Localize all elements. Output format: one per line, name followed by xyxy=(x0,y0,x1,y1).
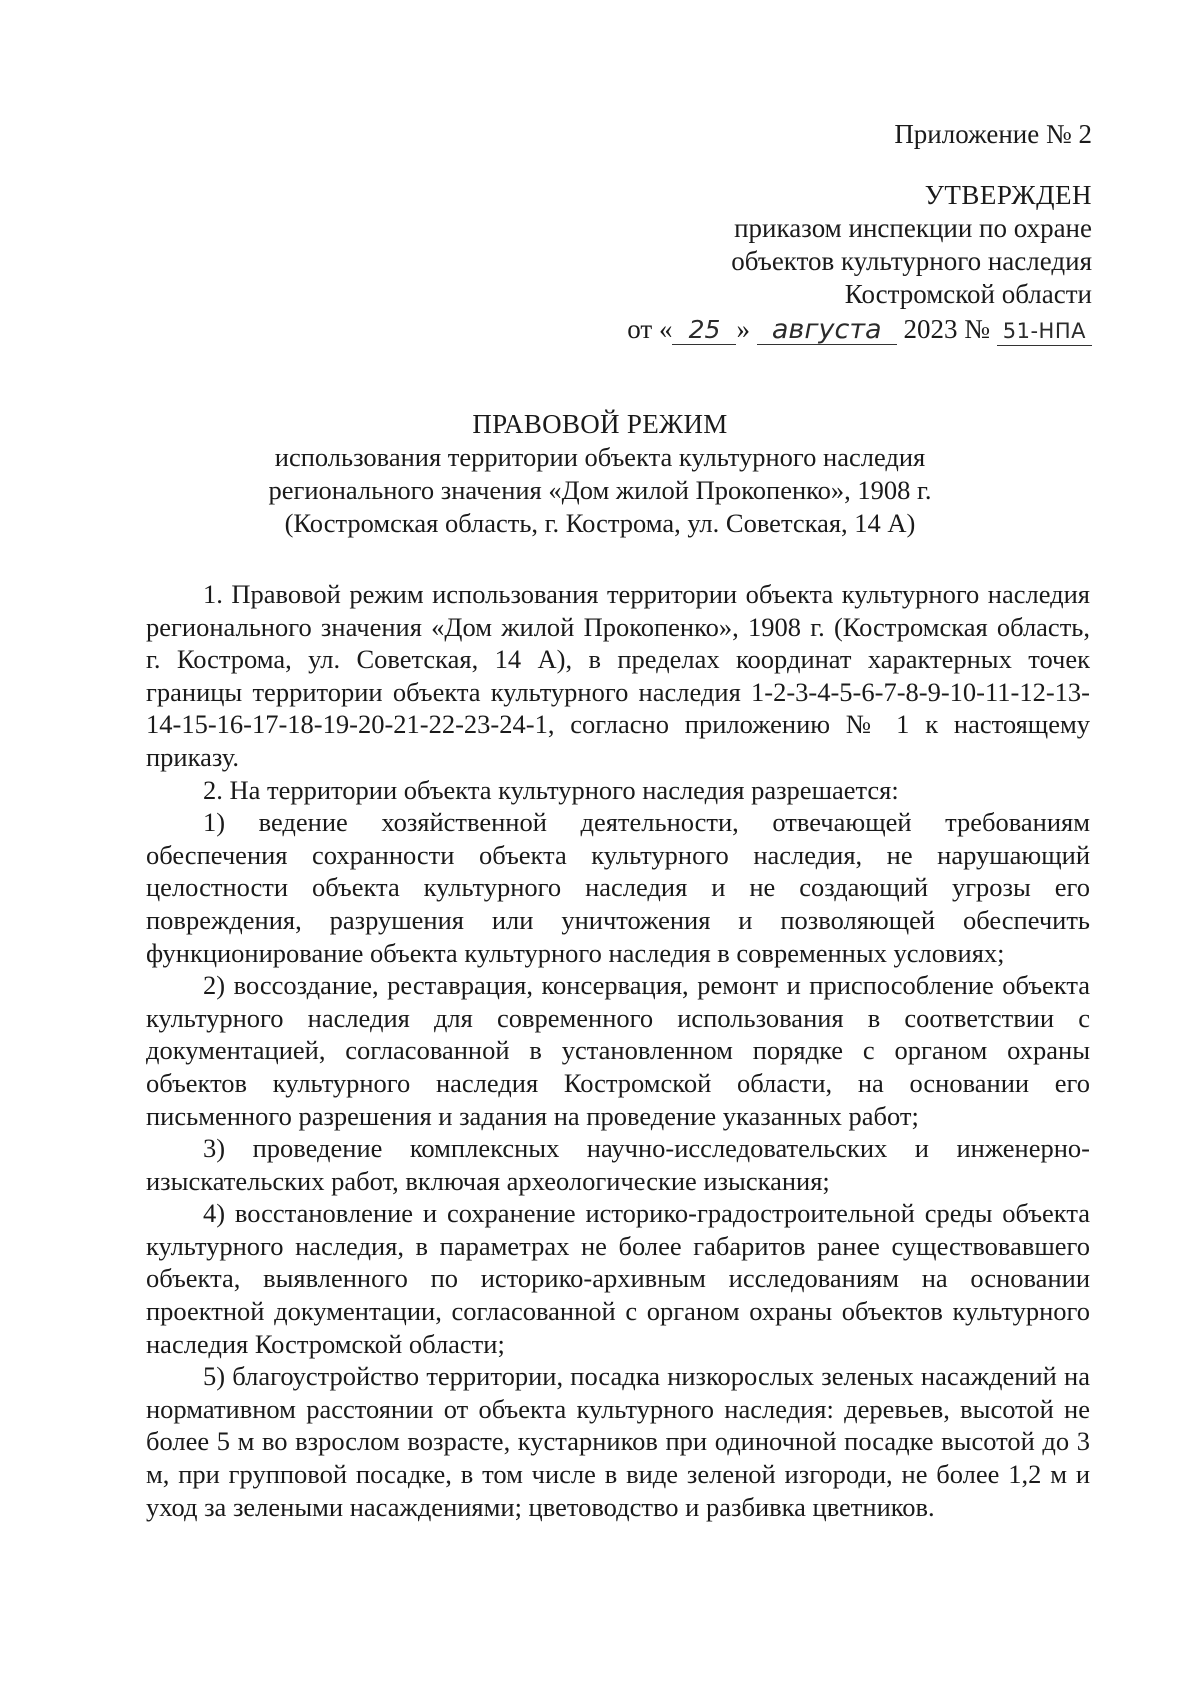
title-line-2: регионального значения «Дом жилой Прокопенко», 1908 г. xyxy=(268,475,932,505)
list-item-2: 2) воссоздание, реставрация, консервация, ремонт и приспособление объекта культурного наследия для современного использования в соответствии с документацией, согласованной в установленном порядке с органом охраны объектов культурного наследия Костромской области, на основании его письменного разрешения и задания на проведение указанных работ; xyxy=(146,970,1090,1131)
handwritten-order-number: 51-НПА xyxy=(997,317,1092,346)
title-line-3: (Костромская область, г. Кострома, ул. Советская, 14 А) xyxy=(284,508,916,538)
paragraph-2: 2. На территории объекта культурного наследия разрешается: xyxy=(203,774,899,805)
approved-heading: УТВЕРЖДЕН xyxy=(924,180,1092,210)
list-item-4: 4) восстановление и сохранение историко-градостроительной среды объекта культурного наследия, в параметрах не более габаритов ранее существовавшего объекта, выявленного по историко-архивным исследованиям на основании проектной документации, согласованной с органом охраны объектов культурного наследия Костромской области; xyxy=(146,1198,1090,1359)
title-line-1: использования территории объекта культурного наследия xyxy=(274,442,926,472)
handwritten-day: 25 xyxy=(672,316,736,345)
handwritten-month: августа xyxy=(757,316,897,345)
annex-number: Приложение № 2 xyxy=(894,119,1092,149)
list-item-1: 1) ведение хозяйственной деятельности, отвечающей требованиям обеспечения сохранности объекта культурного наследия, не нарушающий целостности объекта культурного наследия и не создающий угрозы его повреждения, разрушения или уничтожения и позволяющей обеспечить функционирование объекта культурного наследия в современных условиях; xyxy=(146,807,1090,968)
document-title: ПРАВОВОЙ РЕЖИМ xyxy=(472,409,728,439)
list-item-5: 5) благоустройство территории, посадка низкорослых зеленых насаждений на нормативном расстоянии от объекта культурного наследия: деревьев, высотой не более 5 м во взрослом возрасте, кустарников при одиночной посадке высотой до 3 м, при групповой посадке, в том числе в виде зеленой изгороди, не более 1,2 м и уход за зелеными насаждениями; цветоводство и разбивка цветников. xyxy=(146,1361,1090,1522)
date-mid: » xyxy=(736,314,750,344)
list-item-3: 3) проведение комплексных научно-исследовательских и инженерно-изыскательских работ, включая археологические изыскания; xyxy=(146,1133,1090,1196)
document-body xyxy=(146,578,1090,1523)
paragraph-1: 1. Правовой режим использования территории объекта культурного наследия регионального значения «Дом жилой Прокопенко», 1908 г. (Костромская область, г. Кострома, ул. Советская, 14 А), в пределах координат характерных точек границы территории объекта культурного наследия 1-2-3-4-5-6-7-8-9-10-11-12-13-14-15-16-17-18-19-20-21-22-23-24-1, согласно приложению № 1 к настоящему приказу. xyxy=(146,579,1090,772)
date-year: 2023 № xyxy=(903,314,990,344)
order-line-2: объектов культурного наследия xyxy=(731,246,1092,276)
approval-stamp-block xyxy=(627,118,1092,346)
order-date-line xyxy=(627,313,1092,346)
date-prefix: от « xyxy=(627,314,673,344)
document-title-block xyxy=(0,408,1200,540)
order-line-3: Костромской области xyxy=(844,279,1092,309)
order-line-1: приказом инспекции по охране xyxy=(734,213,1092,243)
